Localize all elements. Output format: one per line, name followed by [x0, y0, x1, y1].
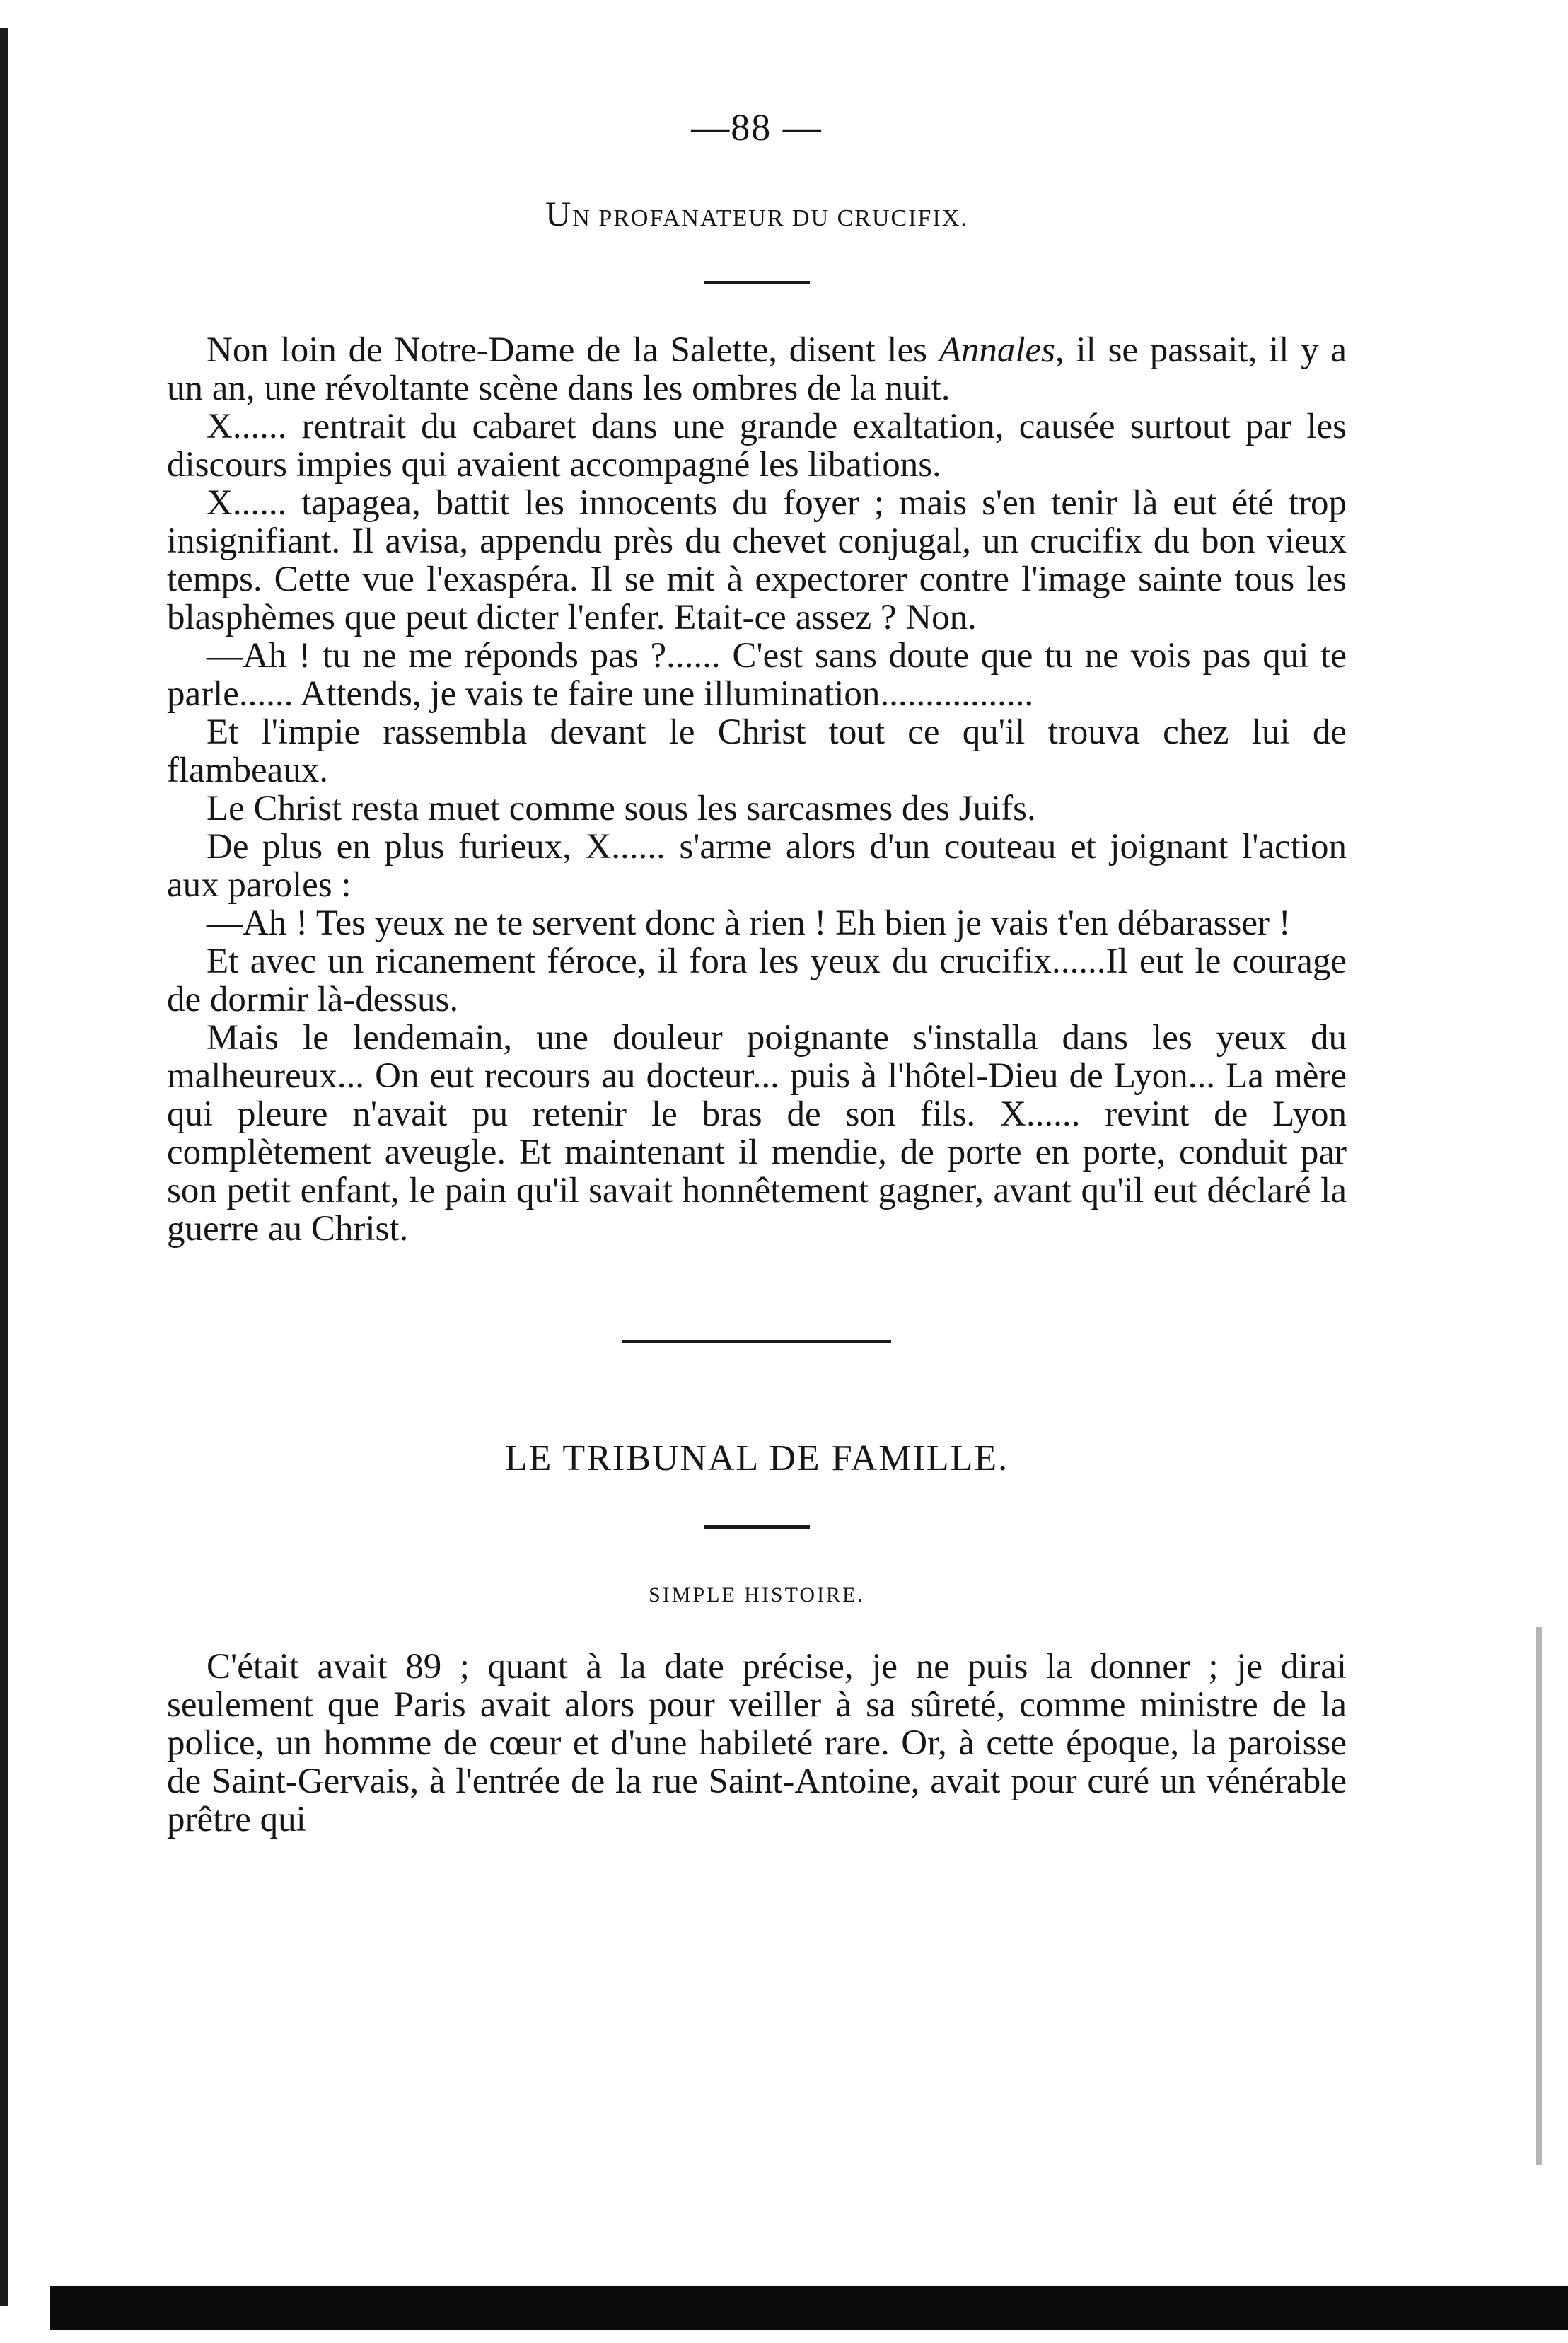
- page-number: —88 —: [691, 106, 823, 149]
- italic-title: Annales: [939, 330, 1056, 370]
- section-title-profanateur: [167, 194, 1347, 234]
- paragraph: Mais le lendemain, une douleur poignante s'installa dans les yeux du malheureux... On eut recours au docteur... puis à l'hôtel-Dieu de Lyon... La mère qui pleure n'avait pu retenir le bras de son fils. X...... revint de Lyon complètement aveugle. Et maintenant il mendie, de porte en porte, conduit par son petit enfant, le pain qu'il savait honnêtement gagner, avant qu'il eut déclaré la guerre au Christ.: [167, 1018, 1347, 1249]
- paragraph: C'était avait 89 ; quant à la date précise, je ne puis la donner ; je dirai seulement que Paris avait alors pour veiller à sa sûreté, comme ministre de la police, un homme de cœur et d'une habileté rare. Or, à cette époque, la paroisse de Saint-Gervais, à l'entrée de la rue Saint-Antoine, avait pour curé un vénérable prêtre qui: [167, 1647, 1347, 1839]
- section-subtitle: SIMPLE HISTOIRE.: [649, 1583, 865, 1607]
- section-title-tribunal: LE TRIBUNAL DE FAMILLE.: [504, 1438, 1009, 1479]
- title-rest: N PROFANATEUR DU CRUCIFIX.: [572, 205, 968, 231]
- section-body-tribunal: [167, 1648, 1347, 1839]
- paragraph: Non loin de Notre-Dame de la Salette, disent les Annales, il se passait, il y a un an, une révoltante scène dans les ombres de la nuit.: [167, 330, 1347, 408]
- title-initial: U: [545, 194, 573, 233]
- scan-bottom-band: [50, 2286, 1568, 2330]
- page-spine-shadow: [0, 28, 8, 2306]
- paragraph: X...... rentrait du cabaret dans une grande exaltation, causée surtout par les discours impies qui avaient accompagné les libations.: [167, 407, 1347, 485]
- section-divider: [622, 1340, 891, 1343]
- text-column: [167, 106, 1347, 1839]
- title-divider: [704, 1525, 810, 1529]
- page-edge-shadow: [1536, 1627, 1542, 2165]
- paragraph: —Ah ! tu ne me réponds pas ?...... C'est sans doute que tu ne vois pas qui te parle...... Attends, je vais te faire une illumination.................: [167, 636, 1347, 714]
- paragraph: X...... tapagea, battit les innocents du foyer ; mais s'en tenir là eut été trop insignifiant. Il avisa, appendu près du chevet conjugal, un crucifix du bon vieux temps. Cette vue l'exaspéra. Il se mit à expectorer contre l'image sainte tous les blasphèmes que peut dicter l'enfer. Etait-ce assez ? Non.: [167, 483, 1347, 637]
- title-divider: [704, 281, 810, 284]
- paragraph: De plus en plus furieux, X...... s'arme alors d'un couteau et joignant l'action aux paroles :: [167, 827, 1347, 905]
- section-body-profanateur: [167, 331, 1347, 1248]
- paragraph: Le Christ resta muet comme sous les sarcasmes des Juifs.: [207, 789, 1036, 828]
- paragraph: Et l'impie rassembla devant le Christ tout ce qu'il trouva chez lui de flambeaux.: [167, 712, 1347, 790]
- paragraph: Et avec un ricanement féroce, il fora les yeux du crucifix......Il eut le courage de dormir là-dessus.: [167, 942, 1347, 1019]
- paragraph: —Ah ! Tes yeux ne te servent donc à rien ! Eh bien je vais t'en débarasser !: [207, 903, 1291, 943]
